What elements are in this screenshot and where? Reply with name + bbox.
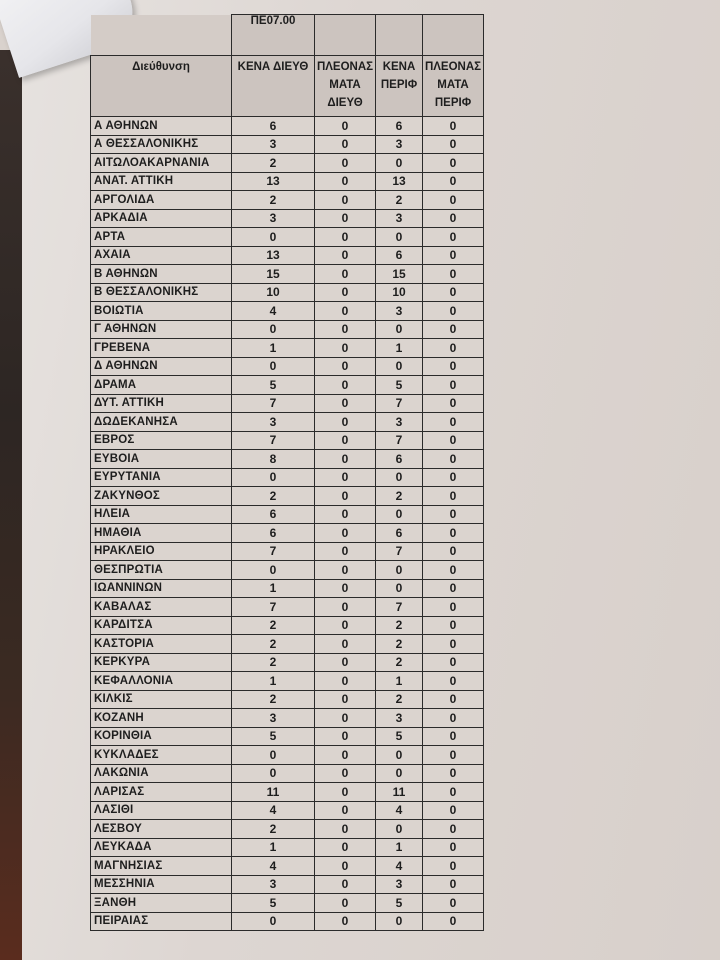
value-cell: 7	[376, 598, 423, 617]
value-cell: 0	[232, 320, 315, 339]
value-cell: 0	[315, 135, 376, 154]
value-cell: 0	[423, 820, 484, 839]
directorate-name: ΠΕΙΡΑΙΑΣ	[91, 912, 232, 931]
table-row	[91, 505, 484, 524]
value-cell: 0	[315, 413, 376, 432]
value-cell: 0	[232, 468, 315, 487]
directorate-name: Β ΑΘΗΝΩΝ	[91, 265, 232, 284]
col-header-directorate: Διεύθυνση	[91, 56, 232, 117]
value-cell: 0	[423, 154, 484, 173]
value-cell: 0	[315, 283, 376, 302]
table-row	[91, 228, 484, 247]
value-cell: 0	[232, 228, 315, 247]
table-row	[91, 820, 484, 839]
value-cell: 10	[376, 283, 423, 302]
value-cell: 3	[376, 709, 423, 728]
value-cell: 0	[423, 709, 484, 728]
value-cell: 0	[423, 357, 484, 376]
value-cell: 0	[423, 431, 484, 450]
table-row	[91, 727, 484, 746]
directorate-name: ΛΑΚΩΝΙΑ	[91, 764, 232, 783]
value-cell: 0	[423, 265, 484, 284]
directorate-name: ΛΑΣΙΘΙ	[91, 801, 232, 820]
directorate-name: ΞΑΝΘΗ	[91, 894, 232, 913]
directorate-name: ΗΛΕΙΑ	[91, 505, 232, 524]
value-cell: 0	[315, 820, 376, 839]
value-cell: 0	[315, 209, 376, 228]
value-cell: 0	[423, 117, 484, 136]
value-cell: 6	[376, 450, 423, 469]
table-row	[91, 783, 484, 802]
directorate-name: ΚΑΣΤΟΡΙΑ	[91, 635, 232, 654]
value-cell: 2	[376, 487, 423, 506]
value-cell: 0	[315, 357, 376, 376]
directorate-name: ΚΙΛΚΙΣ	[91, 690, 232, 709]
table-row	[91, 302, 484, 321]
value-cell: 3	[232, 135, 315, 154]
table-row	[91, 376, 484, 395]
directorate-name: Β ΘΕΣΣΑΛΟΝΙΚΗΣ	[91, 283, 232, 302]
value-cell: 13	[232, 246, 315, 265]
value-cell: 2	[232, 487, 315, 506]
value-cell: 0	[423, 635, 484, 654]
directorate-name: ΚΕΡΚΥΡΑ	[91, 653, 232, 672]
col-header-vacancies-region	[376, 56, 423, 117]
value-cell: 0	[315, 154, 376, 173]
value-cell: 0	[315, 172, 376, 191]
value-cell: 0	[315, 431, 376, 450]
value-cell: 1	[376, 838, 423, 857]
value-cell: 0	[315, 450, 376, 469]
value-cell: 6	[232, 524, 315, 543]
directorate-name: ΛΑΡΙΣΑΣ	[91, 783, 232, 802]
table-row	[91, 357, 484, 376]
value-cell: 0	[423, 468, 484, 487]
table-row	[91, 450, 484, 469]
header-line: ΜΑΤΑ	[437, 79, 469, 91]
value-cell: 4	[232, 801, 315, 820]
value-cell: 0	[423, 616, 484, 635]
blank-header-cell	[315, 15, 376, 56]
directorate-name: ΑΙΤΩΛΟΑΚΑΡΝΑΝΙΑ	[91, 154, 232, 173]
value-cell: 5	[376, 727, 423, 746]
value-cell: 0	[315, 875, 376, 894]
value-cell: 7	[232, 394, 315, 413]
value-cell: 4	[232, 857, 315, 876]
value-cell: 6	[376, 246, 423, 265]
value-cell: 1	[376, 672, 423, 691]
value-cell: 2	[376, 690, 423, 709]
header-line: ΜΑΤΑ	[329, 79, 361, 91]
value-cell: 0	[423, 505, 484, 524]
value-cell: 1	[232, 838, 315, 857]
value-cell: 0	[315, 191, 376, 210]
value-cell: 0	[315, 672, 376, 691]
table-row	[91, 801, 484, 820]
value-cell: 0	[315, 912, 376, 931]
value-cell: 1	[232, 672, 315, 691]
value-cell: 0	[423, 764, 484, 783]
value-cell: 0	[376, 561, 423, 580]
value-cell: 0	[376, 357, 423, 376]
value-cell: 0	[315, 783, 376, 802]
value-cell: 6	[232, 117, 315, 136]
value-cell: 0	[376, 579, 423, 598]
directorate-name: ΓΡΕΒΕΝΑ	[91, 339, 232, 358]
value-cell: 7	[232, 598, 315, 617]
value-cell: 0	[423, 561, 484, 580]
value-cell: 7	[232, 431, 315, 450]
value-cell: 0	[315, 487, 376, 506]
table-row	[91, 912, 484, 931]
value-cell: 0	[376, 320, 423, 339]
header-line: ΠΕΡΙΦ	[380, 79, 418, 91]
table-row	[91, 875, 484, 894]
table-row	[91, 431, 484, 450]
value-cell: 7	[376, 542, 423, 561]
header-line: ΚΕΝΑ	[382, 61, 416, 73]
directorate-name: ΚΟΡΙΝΘΙΑ	[91, 727, 232, 746]
directorate-name: ΛΕΣΒΟΥ	[91, 820, 232, 839]
value-cell: 4	[376, 857, 423, 876]
table-row	[91, 690, 484, 709]
value-cell: 2	[232, 820, 315, 839]
value-cell: 0	[315, 857, 376, 876]
directorate-name: ΑΝΑΤ. ΑΤΤΙΚΗ	[91, 172, 232, 191]
value-cell: 0	[315, 635, 376, 654]
value-cell: 0	[423, 135, 484, 154]
table-row	[91, 320, 484, 339]
table-row	[91, 468, 484, 487]
value-cell: 0	[423, 246, 484, 265]
value-cell: 11	[376, 783, 423, 802]
value-cell: 0	[423, 598, 484, 617]
value-cell: 0	[315, 524, 376, 543]
directorate-name: ΔΡΑΜΑ	[91, 376, 232, 395]
value-cell: 6	[376, 524, 423, 543]
table-row	[91, 265, 484, 284]
header-line: ΠΕΡΙΦ	[434, 97, 472, 109]
value-cell: 0	[315, 561, 376, 580]
value-cell: 0	[423, 542, 484, 561]
table-row	[91, 561, 484, 580]
directorate-name: Α ΑΘΗΝΩΝ	[91, 117, 232, 136]
value-cell: 0	[423, 413, 484, 432]
value-cell: 0	[376, 468, 423, 487]
value-cell: 1	[376, 339, 423, 358]
value-cell: 0	[423, 783, 484, 802]
value-cell: 0	[423, 172, 484, 191]
directorate-name: Γ ΑΘΗΝΩΝ	[91, 320, 232, 339]
table-row	[91, 117, 484, 136]
value-cell: 0	[423, 228, 484, 247]
value-cell: 0	[315, 616, 376, 635]
directorate-name: ΚΑΡΔΙΤΣΑ	[91, 616, 232, 635]
value-cell: 2	[232, 690, 315, 709]
value-cell: 0	[423, 579, 484, 598]
table-row	[91, 135, 484, 154]
table-row	[91, 413, 484, 432]
value-cell: 4	[376, 801, 423, 820]
directorate-name: ΕΥΡΥΤΑΝΙΑ	[91, 468, 232, 487]
table-row	[91, 524, 484, 543]
table-row	[91, 283, 484, 302]
col-header-vacancies-dir: ΚΕΝΑ ΔΙΕΥΘ	[232, 56, 315, 117]
value-cell: 15	[232, 265, 315, 284]
value-cell: 0	[315, 746, 376, 765]
value-cell: 5	[376, 376, 423, 395]
value-cell: 2	[376, 191, 423, 210]
directorate-name: ΜΕΣΣΗΝΙΑ	[91, 875, 232, 894]
value-cell: 0	[315, 117, 376, 136]
value-cell: 0	[315, 302, 376, 321]
table-row	[91, 579, 484, 598]
directorate-name: ΗΜΑΘΙΑ	[91, 524, 232, 543]
table-row	[91, 838, 484, 857]
blank-header-cell	[376, 15, 423, 56]
directorate-name: Δ ΑΘΗΝΩΝ	[91, 357, 232, 376]
table-row	[91, 709, 484, 728]
value-cell: 0	[315, 894, 376, 913]
value-cell: 0	[315, 542, 376, 561]
table-row	[91, 154, 484, 173]
value-cell: 2	[232, 635, 315, 654]
value-cell: 3	[232, 709, 315, 728]
value-cell: 0	[376, 764, 423, 783]
value-cell: 3	[376, 135, 423, 154]
table-row	[91, 246, 484, 265]
directorate-name: ΖΑΚΥΝΘΟΣ	[91, 487, 232, 506]
value-cell: 0	[423, 320, 484, 339]
value-cell: 0	[315, 505, 376, 524]
table-row	[91, 209, 484, 228]
value-cell: 1	[232, 579, 315, 598]
value-cell: 0	[315, 690, 376, 709]
directorate-name: Α ΘΕΣΣΑΛΟΝΙΚΗΣ	[91, 135, 232, 154]
directorate-name: ΑΡΓΟΛΙΔΑ	[91, 191, 232, 210]
table-row	[91, 672, 484, 691]
value-cell: 6	[232, 505, 315, 524]
value-cell: 1	[232, 339, 315, 358]
table-row	[91, 191, 484, 210]
value-cell: 0	[315, 801, 376, 820]
value-cell: 0	[423, 875, 484, 894]
value-cell: 0	[423, 524, 484, 543]
value-cell: 0	[315, 468, 376, 487]
col-header-surplus-dir	[315, 56, 376, 117]
table-row	[91, 616, 484, 635]
value-cell: 3	[232, 875, 315, 894]
value-cell: 0	[376, 505, 423, 524]
value-cell: 0	[423, 339, 484, 358]
value-cell: 6	[376, 117, 423, 136]
value-cell: 7	[376, 431, 423, 450]
value-cell: 0	[423, 191, 484, 210]
value-cell: 0	[423, 283, 484, 302]
directorate-name: ΑΧΑΙΑ	[91, 246, 232, 265]
value-cell: 0	[423, 302, 484, 321]
value-cell: 2	[376, 616, 423, 635]
directorate-name: ΑΡΤΑ	[91, 228, 232, 247]
value-cell: 0	[423, 857, 484, 876]
directorate-name: ΛΕΥΚΑΔΑ	[91, 838, 232, 857]
col-header-surplus-region	[423, 56, 484, 117]
directorate-name: ΕΥΒΟΙΑ	[91, 450, 232, 469]
table-row	[91, 487, 484, 506]
value-cell: 13	[232, 172, 315, 191]
value-cell: 0	[423, 894, 484, 913]
value-cell: 15	[376, 265, 423, 284]
value-cell: 2	[232, 191, 315, 210]
value-cell: 0	[315, 265, 376, 284]
table-row	[91, 598, 484, 617]
value-cell: 0	[315, 727, 376, 746]
value-cell: 0	[376, 228, 423, 247]
value-cell: 2	[376, 635, 423, 654]
value-cell: 0	[423, 690, 484, 709]
value-cell: 0	[315, 653, 376, 672]
table-row	[91, 394, 484, 413]
value-cell: 2	[376, 653, 423, 672]
value-cell: 0	[315, 709, 376, 728]
value-cell: 0	[423, 450, 484, 469]
table-row	[91, 635, 484, 654]
value-cell: 0	[315, 320, 376, 339]
specialty-code: ΠΕ07.00	[232, 15, 315, 56]
value-cell: 5	[232, 894, 315, 913]
blank-header-cell	[423, 15, 484, 56]
value-cell: 0	[423, 838, 484, 857]
directorate-name: ΔΥΤ. ΑΤΤΙΚΗ	[91, 394, 232, 413]
value-cell: 0	[315, 838, 376, 857]
value-cell: 0	[423, 912, 484, 931]
table-row	[91, 172, 484, 191]
value-cell: 0	[423, 487, 484, 506]
table-row	[91, 894, 484, 913]
directorate-name: ΘΕΣΠΡΩΤΙΑ	[91, 561, 232, 580]
value-cell: 0	[423, 653, 484, 672]
value-cell: 0	[315, 394, 376, 413]
value-cell: 2	[232, 616, 315, 635]
value-cell: 4	[232, 302, 315, 321]
table-row	[91, 339, 484, 358]
value-cell: 11	[232, 783, 315, 802]
directorate-name: ΕΒΡΟΣ	[91, 431, 232, 450]
header-line: ΠΛΕΟΝΑΣ	[424, 61, 482, 73]
value-cell: 0	[423, 801, 484, 820]
table-row	[91, 746, 484, 765]
value-cell: 2	[232, 154, 315, 173]
directorate-name: ΚΟΖΑΝΗ	[91, 709, 232, 728]
value-cell: 0	[232, 357, 315, 376]
value-cell: 0	[315, 764, 376, 783]
table-row	[91, 653, 484, 672]
value-cell: 0	[315, 579, 376, 598]
directorate-name: ΚΑΒΑΛΑΣ	[91, 598, 232, 617]
directorate-name: ΜΑΓΝΗΣΙΑΣ	[91, 857, 232, 876]
value-cell: 0	[315, 339, 376, 358]
value-cell: 0	[315, 246, 376, 265]
value-cell: 0	[315, 598, 376, 617]
value-cell: 3	[376, 413, 423, 432]
directorate-name: ΙΩΑΝΝΙΝΩΝ	[91, 579, 232, 598]
value-cell: 5	[232, 727, 315, 746]
value-cell: 13	[376, 172, 423, 191]
value-cell: 7	[232, 542, 315, 561]
value-cell: 0	[423, 727, 484, 746]
directorate-name: ΗΡΑΚΛΕΙΟ	[91, 542, 232, 561]
value-cell: 0	[232, 764, 315, 783]
value-cell: 2	[232, 653, 315, 672]
value-cell: 0	[423, 376, 484, 395]
value-cell: 0	[423, 209, 484, 228]
value-cell: 3	[376, 302, 423, 321]
value-cell: 8	[232, 450, 315, 469]
vacancies-table	[90, 14, 484, 931]
directorate-name: ΚΥΚΛΑΔΕΣ	[91, 746, 232, 765]
table-row	[91, 857, 484, 876]
value-cell: 3	[232, 209, 315, 228]
table-row	[91, 542, 484, 561]
value-cell: 0	[315, 376, 376, 395]
blank-corner	[91, 15, 232, 56]
directorate-name: ΒΟΙΩΤΙΑ	[91, 302, 232, 321]
value-cell: 0	[423, 394, 484, 413]
table-body	[91, 117, 484, 931]
value-cell: 0	[315, 228, 376, 247]
value-cell: 3	[232, 413, 315, 432]
directorate-name: ΔΩΔΕΚΑΝΗΣΑ	[91, 413, 232, 432]
header-line: ΔΙΕΥΘ	[327, 97, 363, 109]
value-cell: 5	[376, 894, 423, 913]
value-cell: 5	[232, 376, 315, 395]
directorate-name: ΚΕΦΑΛΛΟΝΙΑ	[91, 672, 232, 691]
value-cell: 3	[376, 875, 423, 894]
value-cell: 0	[423, 746, 484, 765]
value-cell: 10	[232, 283, 315, 302]
value-cell: 0	[376, 820, 423, 839]
value-cell: 0	[376, 154, 423, 173]
value-cell: 0	[232, 561, 315, 580]
value-cell: 3	[376, 209, 423, 228]
value-cell: 0	[376, 912, 423, 931]
directorate-name: ΑΡΚΑΔΙΑ	[91, 209, 232, 228]
value-cell: 0	[376, 746, 423, 765]
table-row	[91, 764, 484, 783]
header-line: ΠΛΕΟΝΑΣ	[316, 61, 374, 73]
value-cell: 0	[232, 912, 315, 931]
value-cell: 7	[376, 394, 423, 413]
value-cell: 0	[232, 746, 315, 765]
value-cell: 0	[423, 672, 484, 691]
